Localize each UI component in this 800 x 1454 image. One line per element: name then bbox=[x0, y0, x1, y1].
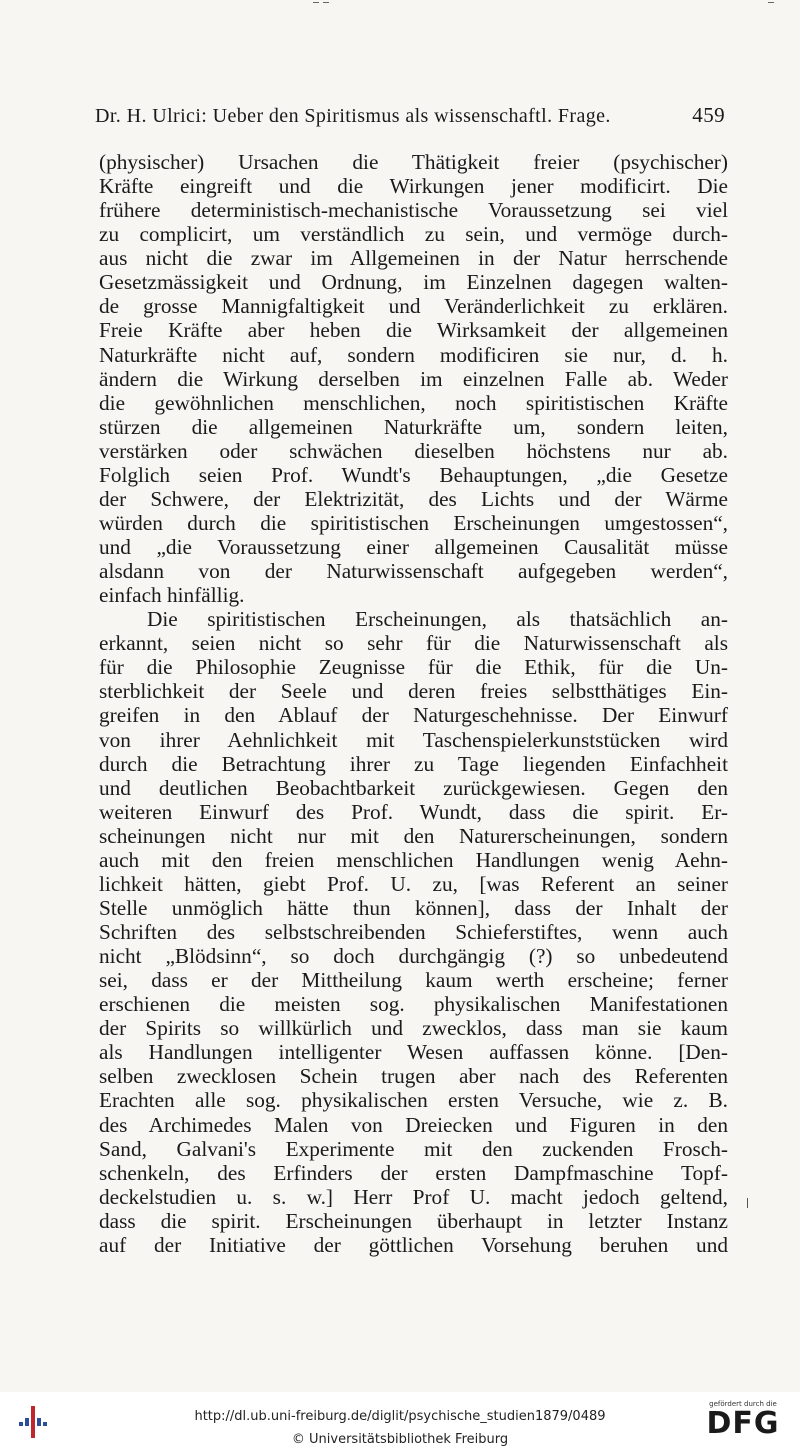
text-line: lichkeit hätten, giebt Prof. U. zu, [was Referent an seiner bbox=[99, 871, 728, 896]
text-line: erkannt, seien nicht so sehr für die Naturwissenschaft als bbox=[99, 631, 728, 656]
text-line: ändern die Wirkung derselben im einzelnen Falle ab. Weder bbox=[99, 366, 728, 391]
text-line: auf der Initiative der göttlichen Vorsehung beruhen und bbox=[99, 1232, 728, 1257]
text-line: Schriften des selbstschreibenden Schieferstiftes, wenn auch bbox=[99, 920, 728, 944]
text-line: von ihrer Aehnlichkeit mit Taschenspielerkunststücken wird bbox=[99, 727, 728, 752]
text-line: (physischer) Ursachen die Thätigkeit freier (psychischer) bbox=[99, 150, 728, 174]
text-line: nicht „Blödsinn“, so doch durchgängig (?) so unbedeutend bbox=[99, 944, 728, 969]
body-text bbox=[99, 150, 728, 1257]
copyright-notice: © Universitätsbibliothek Freiburg bbox=[291, 1432, 509, 1447]
text-line: Gesetzmässigkeit und Ordnung, im Einzelnen dagegen walten- bbox=[99, 270, 728, 295]
text-line: Freie Kräfte aber heben die Wirksamkeit der allgemeinen bbox=[99, 318, 728, 343]
document-url[interactable]: http://dl.ub.uni-freiburg.de/diglit/psychische_studien1879/0489 bbox=[194, 1409, 606, 1424]
text-line: schenkeln, des Erfinders der ersten Dampfmaschine Topf- bbox=[99, 1160, 728, 1185]
text-line: sei, dass er der Mittheilung kaum werth erscheine; ferner bbox=[99, 968, 728, 993]
viewer-footer bbox=[0, 1392, 800, 1454]
text-line: Kräfte eingreift und die Wirkungen jener modificirt. Die bbox=[99, 174, 728, 199]
text-line: Naturkräfte nicht auf, sondern modificiren sie nur, d. h. bbox=[99, 342, 728, 367]
text-line: zu complicirt, um verständlich zu sein, und vermöge durch- bbox=[99, 222, 728, 247]
text-line: einfach hinfällig. bbox=[99, 583, 245, 608]
page-header bbox=[95, 103, 725, 128]
text-line: verstärken oder schwächen dieselben höchstens nur ab. bbox=[99, 438, 728, 463]
text-line: alsdann von der Naturwissenschaft aufgegeben werden“, bbox=[99, 559, 728, 584]
text-line: würden durch die spiritistischen Erscheinungen umgestossen“, bbox=[99, 510, 728, 535]
text-line: aus nicht die zwar im Allgemeinen in der Natur herrschende bbox=[99, 246, 728, 271]
text-line: des Archimedes Malen von Dreiecken und Figuren in den bbox=[99, 1112, 728, 1137]
text-line: dass die spirit. Erscheinungen überhaupt in letzter Instanz bbox=[99, 1208, 728, 1233]
text-line: greifen in den Ablauf der Naturgeschehnisse. Der Einwurf bbox=[99, 703, 728, 728]
page-number: 459 bbox=[692, 103, 725, 127]
dfg-logo-text: DFG bbox=[706, 1406, 780, 1441]
text-line: für die Philosophie Zeugnisse für die Ethik, für die Un- bbox=[99, 655, 728, 680]
text-line: die gewöhnlichen menschlichen, noch spiritistischen Kräfte bbox=[99, 390, 728, 415]
text-line: und „die Voraussetzung einer allgemeinen Causalität müsse bbox=[99, 535, 728, 559]
text-line: der Schwere, der Elektrizität, des Lichts und der Wärme bbox=[99, 486, 728, 511]
text-line: und deutlichen Beobachtbarkeit zurückgewiesen. Gegen den bbox=[99, 775, 728, 800]
text-line: Sand, Galvani's Experimente mit den zuckenden Frosch- bbox=[99, 1136, 728, 1161]
text-line: weiteren Einwurf des Prof. Wundt, dass die spirit. Er- bbox=[99, 799, 728, 824]
text-line: Stelle unmöglich hätte thun können], dass der Inhalt der bbox=[99, 895, 728, 920]
text-line: Erachten alle sog. physikalischen ersten Versuche, wie z. B. bbox=[99, 1088, 728, 1113]
dfg-caption: gefördert durch die bbox=[709, 1400, 777, 1408]
text-line: Die spiritistischen Erscheinungen, als thatsächlich an- bbox=[147, 607, 728, 632]
text-line: frühere deterministisch-mechanistische Voraussetzung sei viel bbox=[99, 198, 728, 223]
text-line: der Spirits so willkürlich und zwecklos, dass man sie kaum bbox=[99, 1016, 728, 1041]
margin-mark bbox=[747, 1198, 748, 1208]
running-title: Dr. H. Ulrici: Ueber den Spiritismus als wissenschaftl. Frage. bbox=[95, 105, 611, 127]
text-line: stürzen die allgemeinen Naturkräfte um, sondern leiten, bbox=[99, 414, 728, 439]
text-line: durch die Betrachtung ihrer zu Tage liegenden Einfachheit bbox=[99, 751, 728, 776]
text-line: scheinungen nicht nur mit den Naturerscheinungen, sondern bbox=[99, 823, 728, 848]
text-line: Folglich seien Prof. Wundt's Behauptungen, „die Gesetze bbox=[99, 462, 728, 487]
text-line: auch mit den freien menschlichen Handlungen wenig Aehn- bbox=[99, 847, 728, 872]
text-line: deckelstudien u. s. w.] Herr Prof U. macht jedoch geltend, bbox=[99, 1184, 728, 1209]
text-line: sterblichkeit der Seele und deren freies selbstthätiges Ein- bbox=[99, 679, 728, 704]
text-line: als Handlungen intelligenter Wesen auffassen könne. [Den- bbox=[99, 1040, 728, 1065]
text-line: erschienen die meisten sog. physikalischen Manifestationen bbox=[99, 992, 728, 1017]
dfg-logo bbox=[698, 1400, 788, 1440]
text-line: selben zwecklosen Schein trugen aber nach des Referenten bbox=[99, 1064, 728, 1089]
text-line: de grosse Mannigfaltigkeit und Veränderlichkeit zu erklären. bbox=[99, 294, 728, 319]
top-edge-marks bbox=[0, 0, 800, 14]
